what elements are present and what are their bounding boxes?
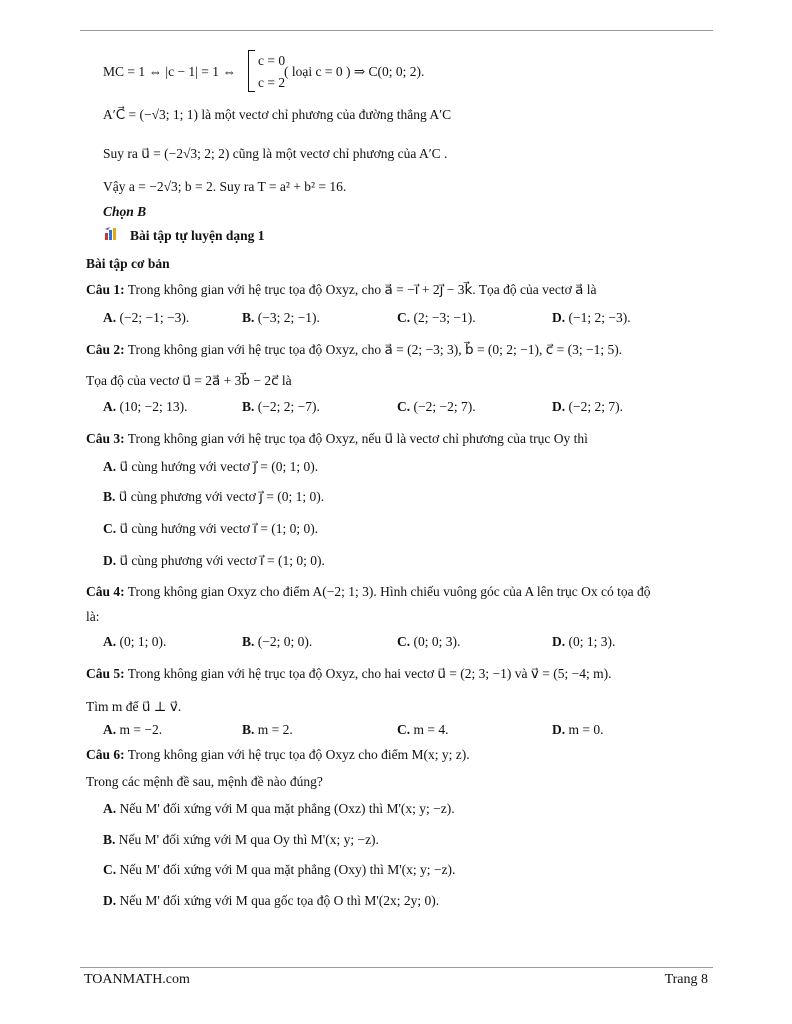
- case-1: c = 0: [258, 53, 286, 68]
- solution-line-4: Vậy a = −2√3; b = 2. Suy ra T = a² + b² = 16.: [103, 179, 347, 194]
- option-6c: C. Nếu M' đối xứng với M qua mặt phẳng (Oxy) thì M'(x; y; −z).: [103, 862, 456, 877]
- question-5: [86, 665, 611, 683]
- option-4b: B. (−2; 0; 0).: [242, 634, 313, 649]
- option-2d: D. (−2; 2; 7).: [552, 399, 623, 414]
- question-label: Câu 5:: [86, 666, 125, 681]
- question-label: Câu 1:: [86, 282, 125, 297]
- answer-choice: Chọn B: [103, 204, 147, 219]
- option-5a: A. m = −2.: [103, 722, 163, 737]
- solution-line-1-right: ( loại c = 0 ) ⇒ C(0; 0; 2).: [284, 64, 425, 79]
- question-5-line-2: Tìm m để u⃗ ⊥ v⃗.: [86, 699, 182, 714]
- question-label: Câu 3:: [86, 431, 125, 446]
- solution-line-2: A′C⃗ = (−√3; 1; 1) là một vectơ chỉ phương của đường thẳng A′C: [103, 107, 452, 122]
- case-bracket: [248, 50, 255, 92]
- option-6a: A. Nếu M' đối xứng với M qua mặt phẳng (Oxz) thì M'(x; y; −z).: [103, 801, 455, 816]
- question-6: [86, 746, 470, 764]
- question-text: Trong không gian với hệ trục tọa độ Oxyz, cho a⃗ = −i⃗ + 2j⃗ − 3k⃗. Tọa độ của vectơ a⃗ là: [127, 282, 597, 297]
- question-4: [86, 583, 650, 601]
- option-4d: D. (0; 1; 3).: [552, 634, 616, 649]
- question-2-line-2: Tọa độ của vectơ u⃗ = 2a⃗ + 3b⃗ − 2c⃗ là: [86, 373, 292, 388]
- question-label: Câu 6:: [86, 747, 125, 762]
- solution-line-3: Suy ra u⃗ = (−2√3; 2; 2) cũng là một vectơ chỉ phương của A′C .: [103, 146, 448, 161]
- option-5c: C. m = 4.: [397, 722, 449, 737]
- option-1c: C. (2; −3; −1).: [397, 310, 476, 325]
- option-3b: B. u⃗ cùng phương với vectơ j⃗ = (0; 1; 0).: [103, 489, 325, 504]
- question-4-line-2: là:: [86, 609, 100, 624]
- option-4c: C. (0; 0; 3).: [397, 634, 461, 649]
- question-text: Trong không gian Oxyz cho điểm A(−2; 1; 3). Hình chiếu vuông góc của A lên trục Ox có tọa độ: [127, 584, 651, 599]
- option-1b: B. (−3; 2; −1).: [242, 310, 320, 325]
- question-text: Trong không gian với hệ trục tọa độ Oxyz, cho hai vectơ u⃗ = (2; 3; −1) và v⃗ = (5; −4; m).: [127, 666, 612, 681]
- bullet-icon: [104, 227, 118, 241]
- option-2c: C. (−2; −2; 7).: [397, 399, 476, 414]
- option-6d: D. Nếu M' đối xứng với M qua gốc tọa độ O thì M'(2x; 2y; 0).: [103, 893, 440, 908]
- question-text: Trong không gian với hệ trục tọa độ Oxyz cho điểm M(x; y; z).: [127, 747, 470, 762]
- solution-line-1: MC = 1 ⇔ |c − 1| = 1 ⇔: [103, 64, 236, 79]
- option-2a: A. (10; −2; 13).: [103, 399, 188, 414]
- question-label: Câu 2:: [86, 342, 125, 357]
- header-rule: [80, 30, 713, 31]
- option-3c: C. u⃗ cùng hướng với vectơ i⃗ = (1; 0; 0).: [103, 521, 319, 536]
- option-3d: D. u⃗ cùng phương với vectơ i⃗ = (1; 0; 0).: [103, 553, 325, 568]
- option-5d: D. m = 0.: [552, 722, 604, 737]
- section-subtitle: Bài tập cơ bản: [86, 256, 170, 271]
- question-1: [86, 281, 597, 299]
- question-label: Câu 4:: [86, 584, 125, 599]
- option-4a: A. (0; 1; 0).: [103, 634, 167, 649]
- option-2b: B. (−2; 2; −7).: [242, 399, 320, 414]
- footer-site[interactable]: TOANMATH.com: [84, 972, 190, 987]
- question-2: [86, 341, 622, 359]
- option-5b: B. m = 2.: [242, 722, 293, 737]
- question-text: Trong không gian với hệ trục tọa độ Oxyz, nếu u⃗ là vectơ chỉ phương của trục Oy thì: [127, 431, 588, 446]
- question-3: [86, 430, 588, 448]
- case-2: c = 2: [258, 75, 286, 90]
- option-1a: A. (−2; −1; −3).: [103, 310, 190, 325]
- footer-rule: [80, 967, 713, 968]
- option-3a: A. u⃗ cùng hướng với vectơ j⃗ = (0; 1; 0).: [103, 459, 319, 474]
- option-6b: B. Nếu M' đối xứng với M qua Oy thì M'(x; y; −z).: [103, 832, 379, 847]
- question-6-line-2: Trong các mệnh đề sau, mệnh đề nào đúng?: [86, 774, 323, 789]
- option-1d: D. (−1; 2; −3).: [552, 310, 631, 325]
- question-text: Trong không gian với hệ trục tọa độ Oxyz, cho a⃗ = (2; −3; 3), b⃗ = (0; 2; −1), c⃗ = (3; −1; 5).: [127, 342, 623, 357]
- section-title: Bài tập tự luyện dạng 1: [130, 228, 265, 243]
- footer-page-number: Trang 8: [664, 972, 708, 987]
